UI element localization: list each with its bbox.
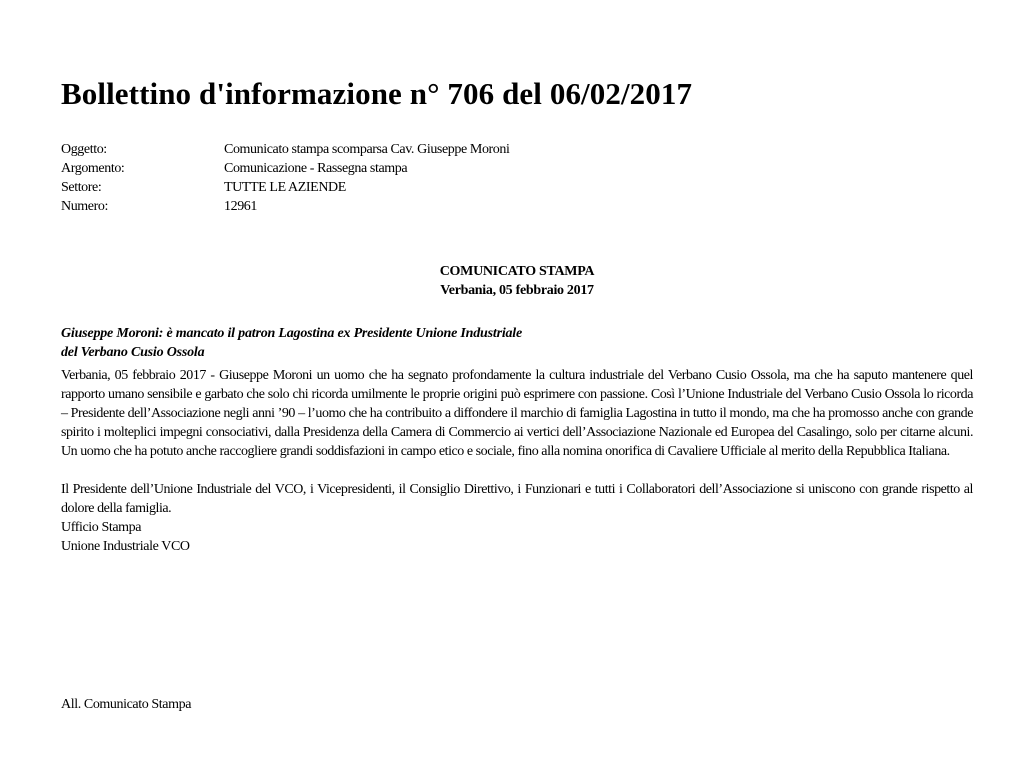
meta-value: TUTTE LE AZIENDE (224, 180, 346, 195)
meta-row-settore (61, 178, 510, 197)
meta-row-argomento (61, 159, 510, 178)
article-headline (61, 324, 522, 362)
meta-label: Oggetto: (61, 142, 107, 157)
meta-value: 12961 (224, 199, 258, 214)
metadata-table (61, 140, 510, 216)
body-paragraph-2: Il Presidente dell’Unione Industriale del VCO, i Vicepresidenti, il Consiglio Direttivo, i Funzionari e tutti i Collaboratori dell’Associazione si uniscono con grande rispetto al dolore della famiglia. (61, 482, 973, 516)
attachment-note: All. Comunicato Stampa (61, 697, 192, 712)
press-release-heading (61, 262, 973, 300)
meta-row-numero (61, 197, 510, 216)
signature (61, 518, 973, 556)
press-release-label: COMUNICATO STAMPA (439, 264, 595, 279)
meta-row-oggetto (61, 140, 510, 159)
page-title: Bollettino d'informazione n° 706 del 06/02/2017 (61, 76, 693, 111)
meta-value: Comunicazione - Rassegna stampa (224, 161, 408, 176)
meta-label: Settore: (61, 180, 102, 195)
article-body (61, 366, 973, 556)
meta-label: Numero: (61, 199, 108, 214)
meta-label: Argomento: (61, 161, 125, 176)
press-release-date: Verbania, 05 febbraio 2017 (440, 283, 594, 298)
headline-line-2: del Verbano Cusio Ossola (61, 345, 205, 360)
meta-value: Comunicato stampa scomparsa Cav. Giuseppe Moroni (224, 142, 510, 157)
signature-office: Ufficio Stampa (61, 520, 142, 535)
signature-organization: Unione Industriale VCO (61, 539, 190, 554)
body-paragraph-1: Verbania, 05 febbraio 2017 - Giuseppe Moroni un uomo che ha segnato profondamente la cultura industriale del Verbano Cusio Ossola, ma che ha saputo mantenere quel rapporto umano sensibile e garbato che solo chi ricorda umilmente le proprie origini può esprimere con passione. Così l’Unione Industriale del Verbano Cusio Ossola lo ricorda – Presidente dell’Associazione negli anni ’90 – l’uomo che ha contribuito a diffondere il marchio di famiglia Lagostina in tutto il mondo, ma che ha promosso anche con grande spirito i molteplici impegni consociativi, dalla Presidenza della Camera di Commercio ai vertici dell’Associazione Nazionale ed Europea del Casalingo, solo per citarne alcuni. Un uomo che ha potuto anche raccogliere grandi soddisfazioni in campo etico e sociale, fino alla nomina onorifica di Cavaliere Ufficiale al merito della Repubblica Italiana. (61, 368, 973, 459)
headline-line-1: Giuseppe Moroni: è mancato il patron Lagostina ex Presidente Unione Industriale (61, 326, 523, 341)
